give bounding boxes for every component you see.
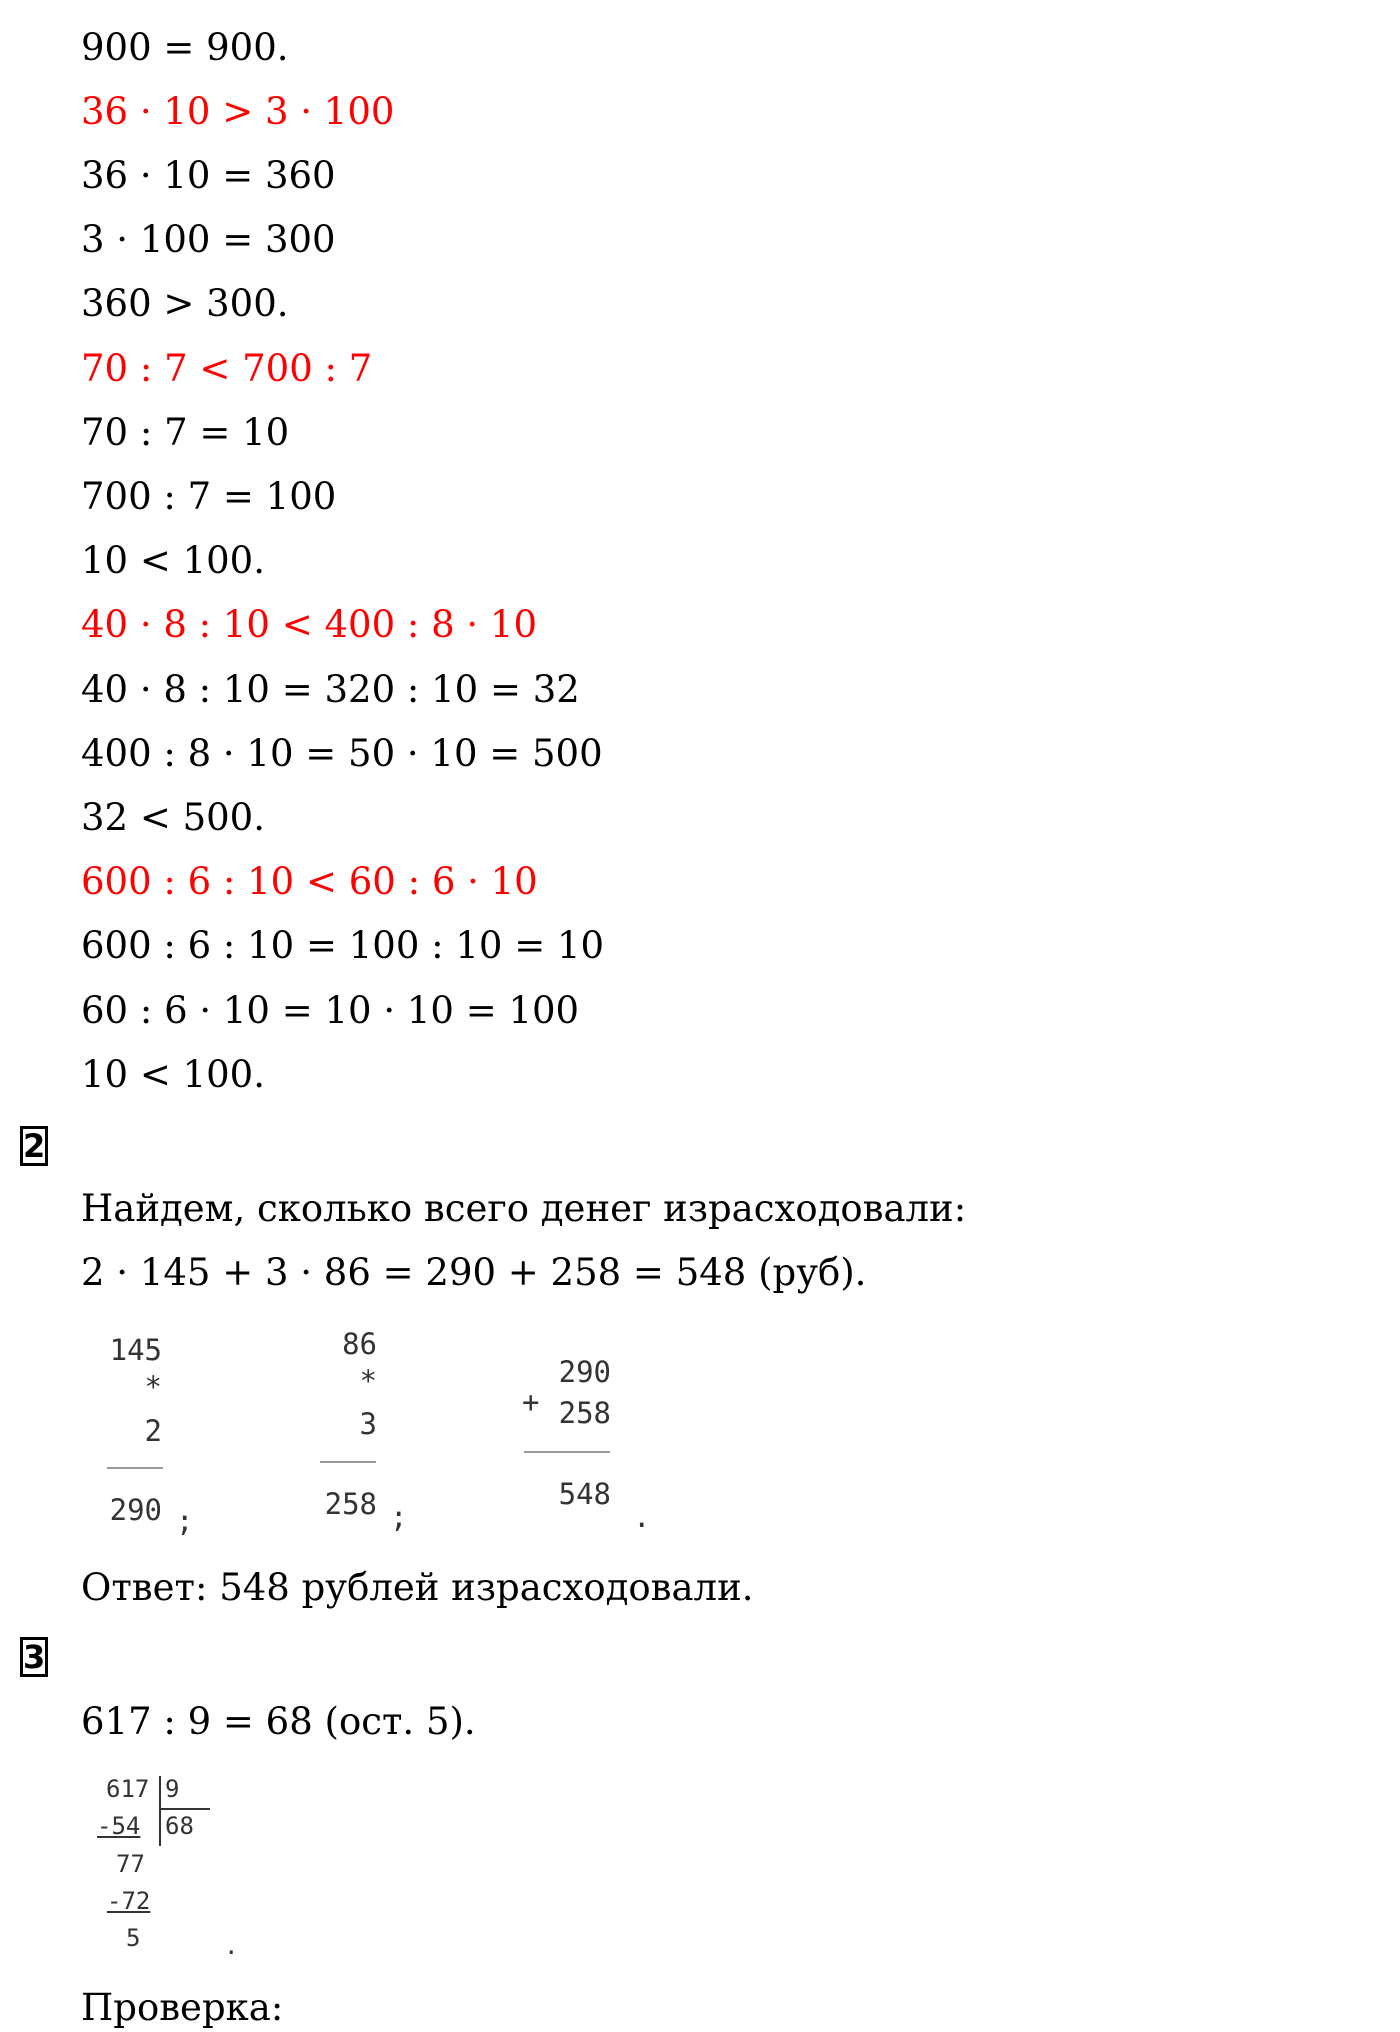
calc3-operand-a: 290 [558, 1355, 611, 1389]
calc2-separator: ; [390, 1500, 408, 1534]
comparison-line: 40 · 8 : 10 < 400 : 8 · 10 [81, 603, 538, 646]
task2-text: Найдем, сколько всего денег израсходовали: [81, 1187, 967, 1230]
calc2-operator: * [359, 1364, 377, 1398]
comparison-line: 600 : 6 : 10 < 60 : 6 · 10 [81, 860, 538, 903]
task3-formula: 617 : 9 = 68 (ост. 5). [81, 1700, 476, 1743]
task2-answer: Ответ: 548 рублей израсходовали. [81, 1566, 754, 1609]
calc3-result: 548 [558, 1477, 611, 1511]
calc2-operand-a: 86 [342, 1327, 377, 1361]
calc3-rule [524, 1451, 610, 1453]
equation-line: 36 · 10 = 360 [81, 154, 336, 197]
calc3-operand-b: 258 [558, 1396, 611, 1430]
calc1-separator: ; [176, 1504, 194, 1538]
comparison-line: 70 : 7 < 700 : 7 [81, 347, 373, 390]
calc1-operand-b: 2 [144, 1414, 162, 1448]
equation-line: 10 < 100. [81, 1053, 265, 1096]
calc3-separator: . [633, 1500, 651, 1534]
calc2-rule [320, 1461, 376, 1463]
task3-check-label: Проверка: [81, 1986, 284, 2029]
equation-line: 32 < 500. [81, 796, 265, 839]
task-number-3: 3 [20, 1637, 48, 1677]
equation-line: 700 : 7 = 100 [81, 475, 337, 518]
calc3-operator: + [522, 1385, 540, 1419]
calc1-result: 290 [109, 1493, 162, 1527]
equation-line: 400 : 8 · 10 = 50 · 10 = 500 [81, 732, 603, 775]
equation-line: 60 : 6 · 10 = 10 · 10 = 100 [81, 989, 580, 1032]
calc1-operand-a: 145 [109, 1333, 162, 1367]
task-number-2: 2 [20, 1126, 48, 1166]
division-horizontal-rule [160, 1808, 210, 1810]
division-quotient: 68 [165, 1812, 194, 1840]
equation-line: 600 : 6 : 10 = 100 : 10 = 10 [81, 924, 605, 967]
calc1-operator: * [144, 1370, 162, 1404]
division-vertical-rule [159, 1776, 161, 1846]
division-separator: . [224, 1932, 239, 1960]
comparison-line: 36 · 10 > 3 · 100 [81, 90, 395, 133]
division-subtrahend-2: -72 [107, 1887, 151, 1915]
division-remainder: 5 [126, 1924, 141, 1952]
calc2-operand-b: 3 [359, 1407, 377, 1441]
division-remainder-1: 77 [116, 1850, 145, 1878]
equation-line: 900 = 900. [81, 26, 289, 69]
task2-formula: 2 · 145 + 3 · 86 = 290 + 258 = 548 (руб). [81, 1251, 867, 1294]
equation-line: 3 · 100 = 300 [81, 218, 336, 261]
equation-line: 360 > 300. [81, 282, 289, 325]
equation-line: 40 · 8 : 10 = 320 : 10 = 32 [81, 668, 580, 711]
calc1-rule [107, 1467, 163, 1469]
equation-line: 70 : 7 = 10 [81, 411, 290, 454]
division-divisor: 9 [165, 1775, 180, 1803]
equation-line: 10 < 100. [81, 539, 265, 582]
division-subtrahend-1: -54 [97, 1812, 141, 1840]
division-dividend: 617 [106, 1775, 150, 1803]
calc2-result: 258 [324, 1487, 377, 1521]
